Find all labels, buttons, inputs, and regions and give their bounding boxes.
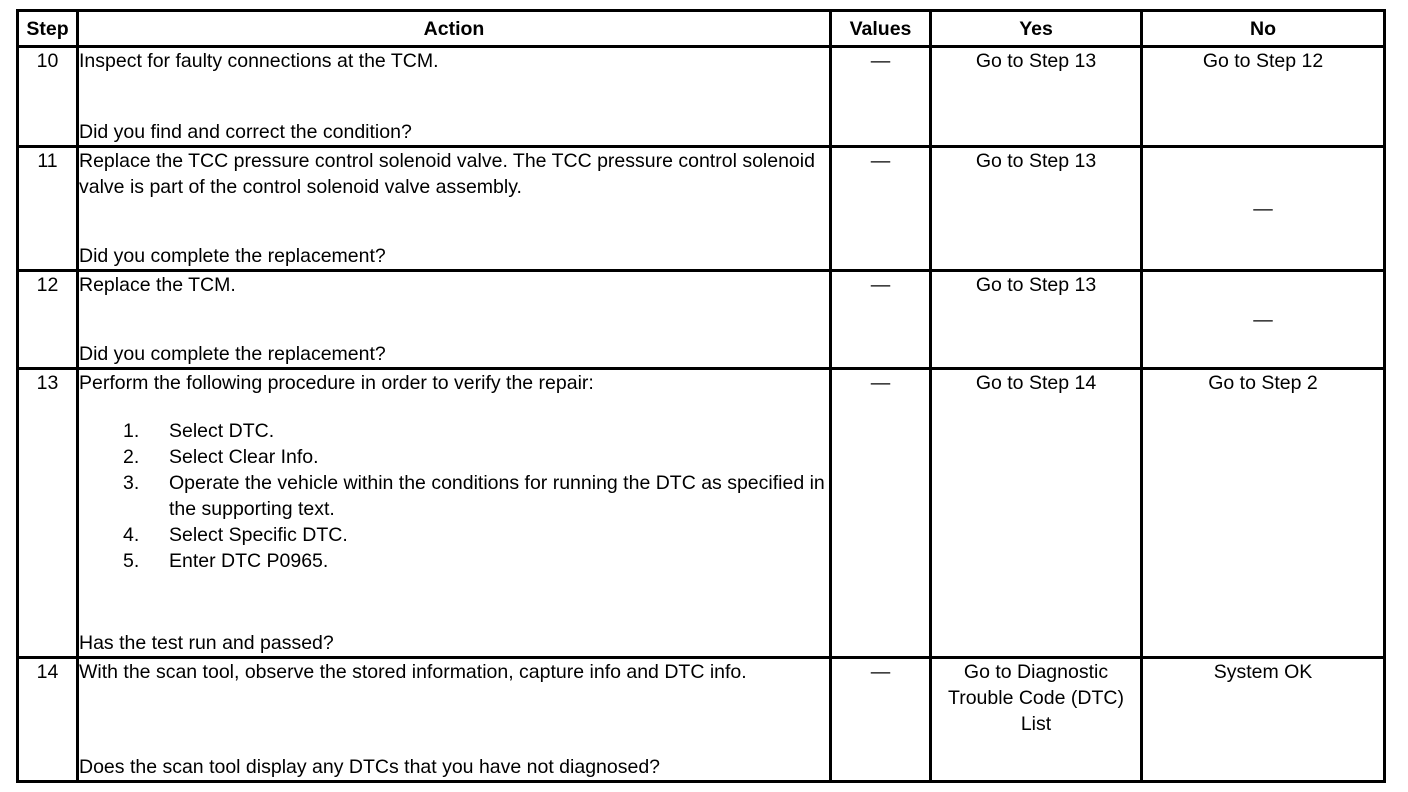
action-question: Has the test run and passed? [79,632,334,654]
action-question: Did you find and correct the condition? [79,121,412,143]
table-row [18,658,1385,782]
list-item-text: Operate the vehicle within the conditions for running the DTC as specified in the supporting text. [169,472,825,520]
list-item-text: Select Specific DTC. [169,524,348,546]
action-cell [78,147,831,271]
values-cell: — [831,658,931,782]
yes-cell: Go to Step 13 [931,147,1142,271]
action-cell [78,271,831,369]
list-item-number: 3. [123,472,140,494]
step-number: 10 [18,47,78,147]
header-no: No [1142,11,1385,47]
action-text: With the scan tool, observe the stored information, capture info and DTC info. [79,661,747,683]
no-cell: System OK [1142,658,1385,782]
action-text: Replace the TCC pressure control solenoid valve. The TCC pressure control solenoid valve is part of the control solenoid valve assembly. [79,150,815,198]
header-yes: Yes [931,11,1142,47]
list-item [79,548,829,574]
list-item-text: Select DTC. [169,420,275,442]
header-action: Action [78,11,831,47]
action-text: Inspect for faulty connections at the TCM. [79,50,439,72]
header-step: Step [18,11,78,47]
yes-cell: Go to Step 13 [931,47,1142,147]
no-cell: — [1142,271,1385,369]
list-item [79,418,829,444]
values-cell: — [831,271,931,369]
table-row [18,369,1385,658]
header-row [18,11,1385,47]
action-cell [78,47,831,147]
list-item-number: 4. [123,524,140,546]
diagnostic-table [16,9,1386,783]
list-item [79,444,829,470]
list-item-number: 1. [123,420,140,442]
no-cell: Go to Step 2 [1142,369,1385,658]
action-question: Did you complete the replacement? [79,245,386,267]
yes-cell-text: Go to Diagnostic Trouble Code (DTC) List [948,661,1124,735]
action-question: Does the scan tool display any DTCs that you have not diagnosed? [79,756,661,778]
values-cell: — [831,369,931,658]
no-cell: — [1142,147,1385,271]
list-item-number: 5. [123,550,140,572]
list-item-number: 2. [123,446,140,468]
action-text: Replace the TCM. [79,274,236,296]
step-number: 13 [18,369,78,658]
yes-cell [931,658,1142,782]
action-cell [78,369,831,658]
list-item [79,522,829,548]
action-text: Perform the following procedure in order to verify the repair: [79,372,594,394]
values-cell: — [831,147,931,271]
step-number: 11 [18,147,78,271]
values-cell: — [831,47,931,147]
table-row [18,147,1385,271]
list-item-text: Select Clear Info. [169,446,319,468]
yes-cell: Go to Step 14 [931,369,1142,658]
action-question: Did you complete the replacement? [79,343,386,365]
step-number: 12 [18,271,78,369]
table-row [18,271,1385,369]
table-row [18,47,1385,147]
no-cell: Go to Step 12 [1142,47,1385,147]
list-item-text: Enter DTC P0965. [169,550,329,572]
procedure-list [79,418,829,574]
header-values: Values [831,11,931,47]
action-cell [78,658,831,782]
list-item [79,470,829,522]
step-number: 14 [18,658,78,782]
yes-cell: Go to Step 13 [931,271,1142,369]
